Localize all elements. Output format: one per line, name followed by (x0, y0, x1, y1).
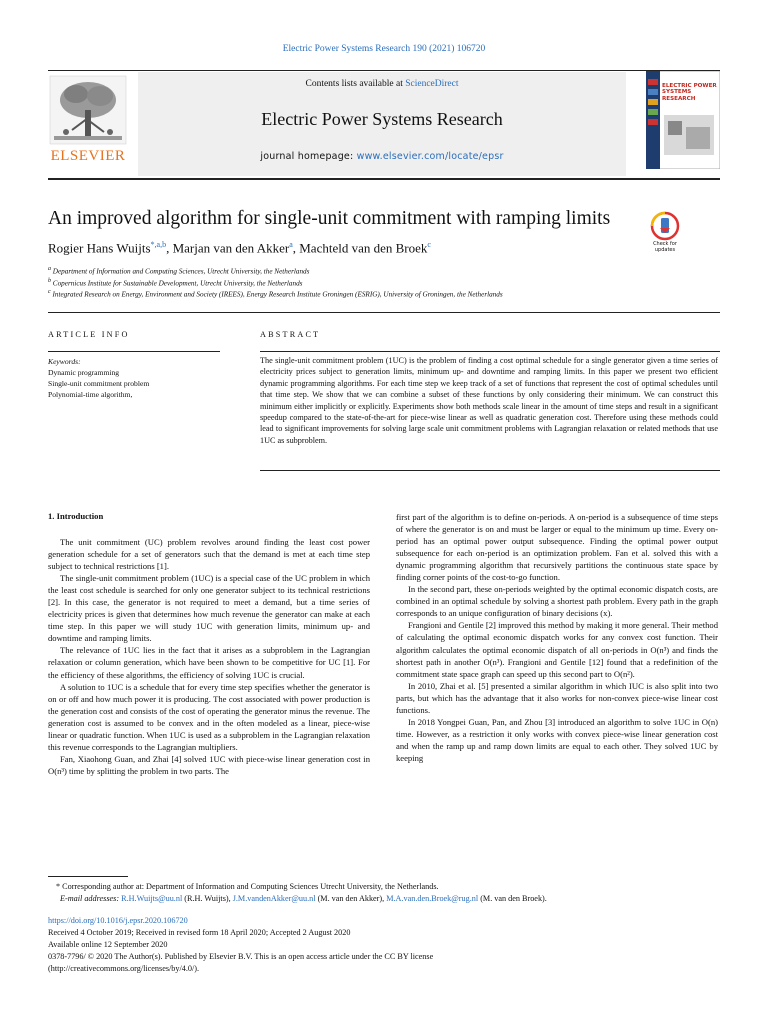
received-dates: Received 4 October 2019; Received in revised form 18 April 2020; Accepted 2 August 2020 (48, 928, 351, 937)
header-bottom-rule (48, 178, 720, 180)
journal-reference[interactable]: Electric Power Systems Research 190 (2021) 106720 (282, 44, 486, 54)
affiliation-text: Department of Information and Computing Sciences, Utrecht University, the Netherlands (52, 267, 310, 276)
check-for-updates-badge[interactable] (646, 211, 684, 257)
affiliation (48, 278, 302, 287)
email-label: E-mail addresses: (60, 894, 122, 903)
author-name: Marjan van den Akker (172, 240, 290, 256)
email-owner: (M. van den Broek). (478, 894, 547, 903)
contents-prefix: Contents lists available at (305, 79, 406, 89)
section-heading: 1. Introduction (48, 511, 104, 521)
abstract-top-rule (260, 351, 720, 352)
author-sep: , (166, 240, 173, 256)
badge-label: Check for updates (653, 241, 677, 253)
paragraph: A solution to 1UC is a schedule that for every time step specifies whether the generator is on or off and how much power it is producing. The cost associated with power production is the generation cost and consists of the cost of operating the generator minus the revenue. The generation cost is assumed to be convex and in the often modeled as a linear, piece-wise linear or quadratic function. When 1UC is used as a subproblem in the Lagrangian relaxation this revenue corresponds to the Lagrangian multipliers. (48, 681, 370, 752)
contents-line (138, 79, 626, 89)
paragraph: In 2010, Zhai et al. [5] presented a similar algorithm in which IUC is also split into two parts, but which has the advantage that it also works for non-convex piece-wise linear cost functions. (396, 680, 718, 715)
paragraph: first part of the algorithm is to define on-periods. A on-period is a subsequence of time steps of where the generator is on and must be larger or equal to the minimum up time. Every on-period has an optimal power output subsequence. Finding the optimal power output subsequence for each on-period is an optimization problem. Fan et al. solved this with a dynamic programming algorithm that recursively partitions the continuous state space by finding corner points of the cost-to-go function. (396, 512, 718, 583)
journal-name: Electric Power Systems Research (261, 109, 503, 129)
sciencedirect-link[interactable]: ScienceDirect (405, 79, 459, 89)
affiliation-mark: a (48, 266, 51, 272)
email-addresses (60, 893, 547, 904)
journal-cover[interactable] (646, 71, 720, 169)
elsevier-wordmark: ELSEVIER (50, 148, 126, 164)
paragraph: The unit commitment (UC) problem revolves around finding the least cost power generation schedule for a set of generators such that the demand is met at each time step subject to technical restrictions [1]. (48, 537, 370, 572)
author-name: Rogier Hans Wuijts (48, 240, 151, 256)
paragraph: Fan, Xiaohong Guan, and Zhai [4] solved 1UC with piece-wise linear generation cost in O(n³) time by splitting the problem in two parts. The (48, 753, 370, 776)
license-url[interactable]: (http://creativecommons.org/licenses/by/4.0/). (48, 964, 200, 973)
keyword: Single-unit commitment problem (48, 379, 150, 388)
body-left-column (48, 536, 370, 777)
journal-homepage (138, 151, 626, 162)
elsevier-logo (48, 74, 128, 164)
paragraph: In 2018 Yongpei Guan, Pan, and Zhou [3] introduced an algorithm to solve 1UC in O(n) time. However, as a restriction it only works with convex piece-wise linear generation cost and when the ramp up and ramp down limits are equal to each other. They solved 1UC by keeping (396, 716, 718, 763)
available-online: Available online 12 September 2020 (48, 940, 168, 949)
affiliation-mark: c (48, 289, 51, 295)
email-link[interactable]: R.H.Wuijts@uu.nl (121, 894, 183, 903)
email-owner: (R.H. Wuijts), (182, 894, 233, 903)
footnote-rule (48, 876, 128, 877)
abstract-bottom-rule (260, 470, 720, 471)
email-link[interactable]: J.M.vandenAkker@uu.nl (232, 894, 316, 903)
email-owner: (M. van den Akker), (315, 894, 387, 903)
paper-title: An improved algorithm for single-unit commitment with ramping limits (48, 208, 611, 229)
author-sup[interactable]: a (289, 240, 293, 249)
keywords-label: Keywords: (48, 357, 81, 366)
author-sup[interactable]: *,a,b (150, 240, 167, 249)
info-top-rule (48, 312, 720, 313)
doi-link[interactable]: https://doi.org/10.1016/j.epsr.2020.106720 (48, 916, 188, 925)
article-info-heading: ARTICLE INFO (48, 330, 130, 339)
cover-title: ELECTRIC POWER SYSTEMS RESEARCH (662, 83, 717, 102)
affiliation-text: Copernicus Institute for Sustainable Development, Utrecht University, the Netherlands (52, 279, 303, 288)
article-info-rule (48, 351, 220, 352)
abstract-text: The single-unit commitment problem (1UC) is the problem of finding a cost optimal schedule for a single generator given a time series of electricity prices subject to generation limits, minimum up- and downtime and ramping limits. In this paper we present two efficient dynamic programming algorithms. For each time step we keep track of a set of functions that represent the cost of optimal schedules until that time step. We show that we can combine a subset of these functions by only considering their minimum. We can construct this minimum either implicitly or explicitly. Experiments show both methods scale linear in the amount of time steps and result in a significant speedup compared to the state-of-the-art for piece-wise linear as well as quadratic generation cost. Therefore using these methods could lead to significant improvements for solving large scale unit commitment problems with Lagrangian relaxation or related methods that use 1UC as subproblem. (260, 356, 718, 445)
email-link[interactable]: M.A.van.den.Broek@rug.nl (386, 894, 479, 903)
affiliation (48, 266, 309, 275)
license-line: 0378-7796/ © 2020 The Author(s). Published by Elsevier B.V. This is an open access article under the CC BY license (48, 952, 434, 961)
corresponding-author-note: * Corresponding author at: Department of Information and Computing Sciences Utrecht University, the Netherlands. (56, 882, 439, 891)
paragraph: In the second part, these on-periods weighted by the optimal economic dispatch costs, are combined in an optimal schedule by solving a shortest path problem. Every path in the graph corresponds to an unique configuration of binary decisions (x). (396, 584, 718, 619)
paragraph: The relevance of 1UC lies in the fact that it arises as a subproblem in the Lagrangian relaxation or column generation, which have been shown to be competitive for UC [1]. For the efficiency of these algorithms, the efficiency of solving 1UC is crucial. (48, 645, 370, 680)
paragraph: The single-unit commitment problem (1UC) is a special case of the UC problem in which the least cost schedule is searched for only one generator subject to its technical restrictions [2]. In this case, the generator is not required to meet a demand, but a time series of electricity prices is given that determines how much revenue the generator can make at each time step. In this paper we will study 1UC with generation limits, minimum up- and downtime and ramping limits. (48, 573, 370, 644)
body-right-column (396, 511, 718, 764)
affiliation-text: Integrated Research on Energy, Environment and Society (IREES), Energy Research Institute Groningen (ESRIG), University of Groningen, the Netherlands (52, 290, 503, 299)
header-top-rule (48, 70, 720, 71)
author-sep: , (292, 240, 300, 256)
author-name: Machteld van den Broek (299, 240, 428, 256)
affiliation-mark: b (48, 278, 51, 284)
homepage-label: journal homepage: (260, 151, 357, 162)
homepage-link[interactable]: www.elsevier.com/locate/epsr (356, 151, 504, 162)
keyword: Polynomial-time algorithm, (48, 390, 133, 399)
abstract-heading: ABSTRACT (260, 330, 321, 339)
author-list (48, 240, 431, 256)
paragraph: Frangioni and Gentile [2] improved this method by making it more general. Their method of calculating the optimal economic dispatch works for any convex cost function. Their algorithm calculates the optimal economic dispatch of all on-periods in O(n³) and finds the shortest path in another O(n³). Frangioni and Gentile [12] found that a redefinition of the commitment state space graph can speed up this second part to O(n²). (396, 620, 718, 679)
author-sup[interactable]: c (427, 240, 431, 249)
affiliation (48, 289, 503, 298)
crossmark-icon (646, 211, 684, 241)
keyword: Dynamic programming (48, 368, 120, 377)
